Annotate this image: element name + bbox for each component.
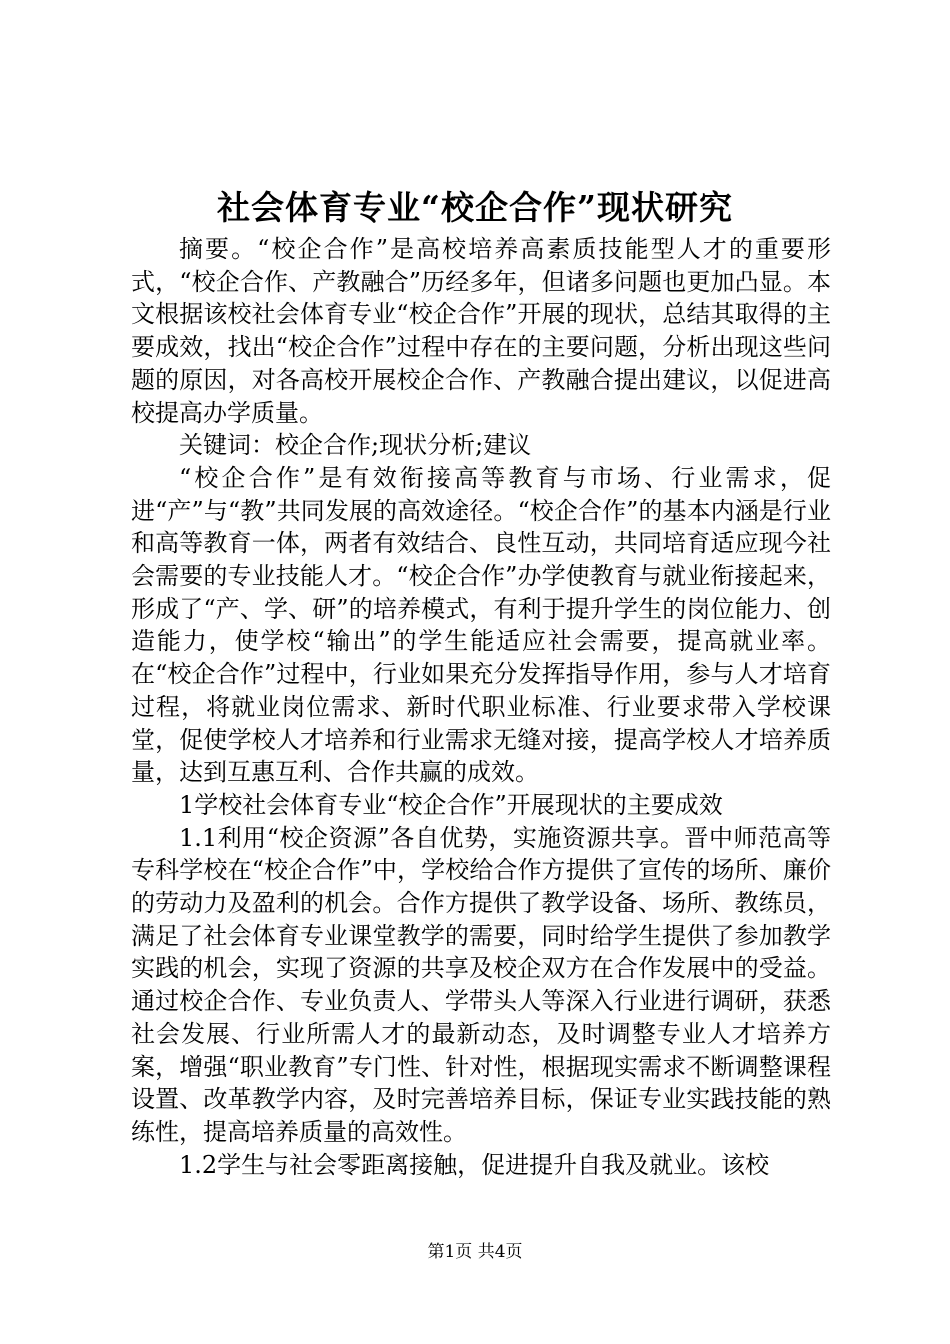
abstract-paragraph: 摘要。“校企合作”是高校培养高素质技能型人才的重要形式，“校企合作、产教融合”历经多年，但诸多问题也更加凸显。本文根据该校社会体育专业“校企合作”开展的现状，总结其取得的主要成效，找出“校企合作”过程中存在的主要问题，分析出现这些问题的原因，对各高校开展校企合作、产教融合提出建议，以促进高校提高办学质量。 <box>131 235 831 427</box>
section-heading-1: 1学校社会体育专业“校企合作”开展现状的主要成效 <box>179 790 723 819</box>
subsection-paragraph-1-2: 1.2学生与社会零距离接触，促进提升自我及就业。该校 <box>179 1150 770 1179</box>
keywords-paragraph: 关键词：校企合作;现状分析;建议 <box>179 431 532 460</box>
document-body <box>131 233 831 1181</box>
intro-paragraph: “校企合作”是有效衔接高等教育与市场、行业需求，促进“产”与“教”共同发展的高效途径。“校企合作”的基本内涵是行业和高等教育一体，两者有效结合、良性互动，共同培育适应现今社会需要的专业技能人才。“校企合作”办学使教育与就业衔接起来，形成了“产、学、研”的培养模式，有利于提升学生的岗位能力、创造能力，使学校“输出”的学生能适应社会需要，提高就业率。在“校企合作”过程中，行业如果充分发挥指导作用，参与人才培育过程，将就业岗位需求、新时代职业标准、行业要求带入学校课堂，促使学校人才培养和行业需求无缝对接，提高学校人才培养质量，达到互惠互利、合作共赢的成效。 <box>131 463 831 787</box>
page-indicator: 第1页 共4页 <box>427 1242 523 1262</box>
document-title: 社会体育专业“校企合作”现状研究 <box>217 188 733 227</box>
subsection-paragraph-1-1: 1.1利用“校企资源”各自优势，实施资源共享。晋中师范高等专科学校在“校企合作”中，学校给合作方提供了宣传的场所、廉价的劳动力及盈利的机会。合作方提供了教学设备、场所、教练员，满足了社会体育专业课堂教学的需要，同时给学生提供了参加教学实践的机会，实现了资源的共享及校企双方在合作发展中的受益。通过校企合作、专业负责人、学带头人等深入行业进行调研，获悉社会发展、行业所需人才的最新动态，及时调整专业人才培养方案，增强“职业教育”专门性、针对性，根据现实需求不断调整课程设置、改革教学内容，及时完善培养目标，保证专业实践技能的熟练性，提高培养质量的高效性。 <box>131 823 831 1146</box>
